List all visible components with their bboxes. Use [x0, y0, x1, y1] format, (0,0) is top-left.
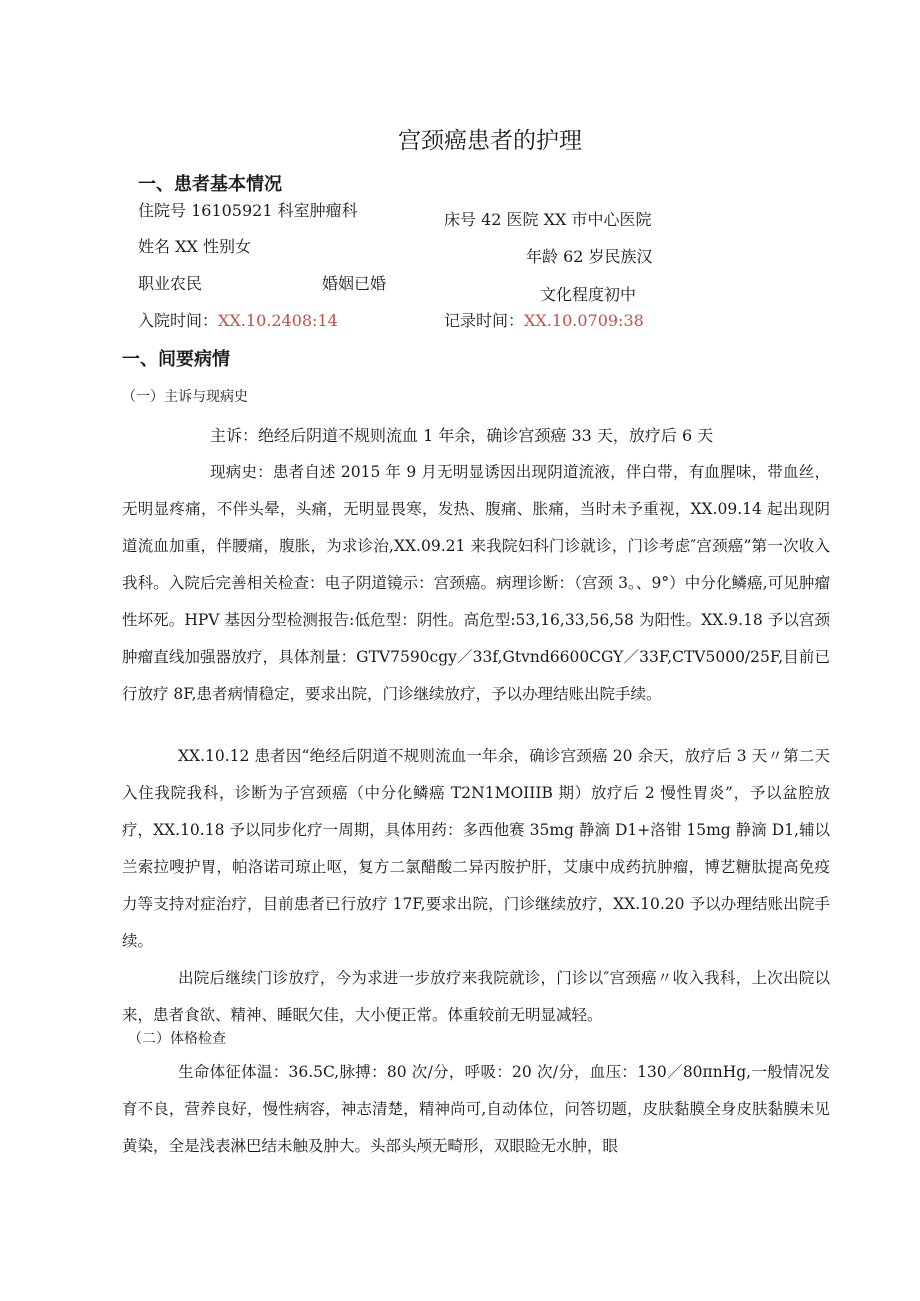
education: 文化程度初中 [540, 285, 637, 304]
occupation: 职业农民 [138, 274, 203, 293]
marital-status: 婚姻已婚 [322, 274, 387, 293]
name-sex: 姓名 XX 性别女 [138, 237, 251, 256]
chief-complaint: 主诉：绝经后阴道不规则流血 1 年余，确诊宫颈癌 33 天，放疗后 6 天 [210, 426, 714, 445]
record-time-value: XX.10.0709:38 [524, 311, 644, 330]
admission-no-dept: 住院号 16105921 科室肿瘤科 [138, 201, 358, 220]
admission-time [138, 308, 338, 331]
section-heading-basic-info: 一、患者基本情况 [138, 174, 282, 195]
history-paragraph-1: 现病史：患者自述 2015 年 9 月无明显诱因出现阴道流液，伴白带，有血腥味，带血丝，无明显疼痛，不伴头晕，头痛，无明显畏寒，发热、腹痛、胀痛，当时未予重视，XX.09.14 起出现阴道流血加重，伴腰痛，腹胀，为求诊治,XX.09.21 来我院妇科门诊就诊，门诊考虑″宫颈癌”第一次收入我科。入院后完善相关检查：电子阴道镜示：宫颈癌。病理诊断：（宫颈 3。、9°）中分化鳞癌,可见肿瘤性坏死。HPV 基因分型检测报告:低危型：阴性。高危型:53,16,33,56,58 为阳性。XX.9.18 予以宫颈肿瘤直线加强器放疗，具体剂量：GTV7590cgy／33f,Gtvnd6600CGY／33F,CTV5000/25F,目前已行放疗 8F,患者病情稳定，要求出院，门诊继续放疗，予以办理结账出院手续。 [122, 463, 830, 703]
page-title: 宫颈癌患者的护理 [398, 128, 582, 154]
subheading-complaint-history: （一）主诉与现病史 [122, 389, 248, 405]
admission-time-value: XX.10.2408:14 [218, 311, 338, 330]
history-paragraph-2: XX.10.12 患者因“绝经后阴道不规则流血一年余，确诊宫颈癌 20 余天，放疗后 3 天〃第二天入住我院我科，诊断为子宫颈癌（中分化鳞癌 T2N1MOIIIB 期）放疗后 2 慢性胃炎”，予以盆腔放疗，XX.10.18 予以同步化疗一周期，具体用药：多西他赛 35mg 静滴 D1+洛钳 15mg 静滴 D1,辅以兰索拉嗖护胃，帕洛诺司琼止呕，复方二氯醋酸二异丙胺护肝，艾康中成药抗肿瘤，博艺糖肽提高免疫力等支持对症治疗，目前患者已行放疗 17F,要求出院，门诊继续放疗，XX.10.20 予以办理结账出院手续。 [122, 747, 830, 950]
exam-paragraph-1: 生命体征体温：36.5C,脉搏：80 次/分，呼吸：20 次/分，血压：130／80πnHg,一般情况发育不良，营养良好，慢性病容，神志清楚，精神尚可,自动体位，问答切题，皮肤黏膜全身皮肤黏膜未见黄染，全是浅表淋巴结未触及肿大。头部头颅无畸形，双眼睑无水肿，眼 [122, 1063, 830, 1155]
section-heading-brief-condition: 一、间要病情 [122, 349, 230, 370]
bed-hospital: 床号 42 医院 XX 市中心医院 [444, 210, 652, 229]
record-time-label: 记录时间： [444, 311, 525, 330]
subheading-physical-exam: （二）体格检查 [128, 1031, 226, 1047]
age-ethnicity: 年龄 62 岁民族汉 [526, 247, 653, 266]
history-paragraph-3: 出院后继续门诊放疗，今为求进一步放疗来我院就诊，门诊以″宫颈癌〃收入我科，上次出院以来，患者食欲、精神、睡眠欠佳，大小便正常。体重较前无明显减轻。 [122, 969, 830, 1024]
admission-time-label: 入院时间： [138, 311, 219, 330]
record-time [444, 308, 644, 331]
